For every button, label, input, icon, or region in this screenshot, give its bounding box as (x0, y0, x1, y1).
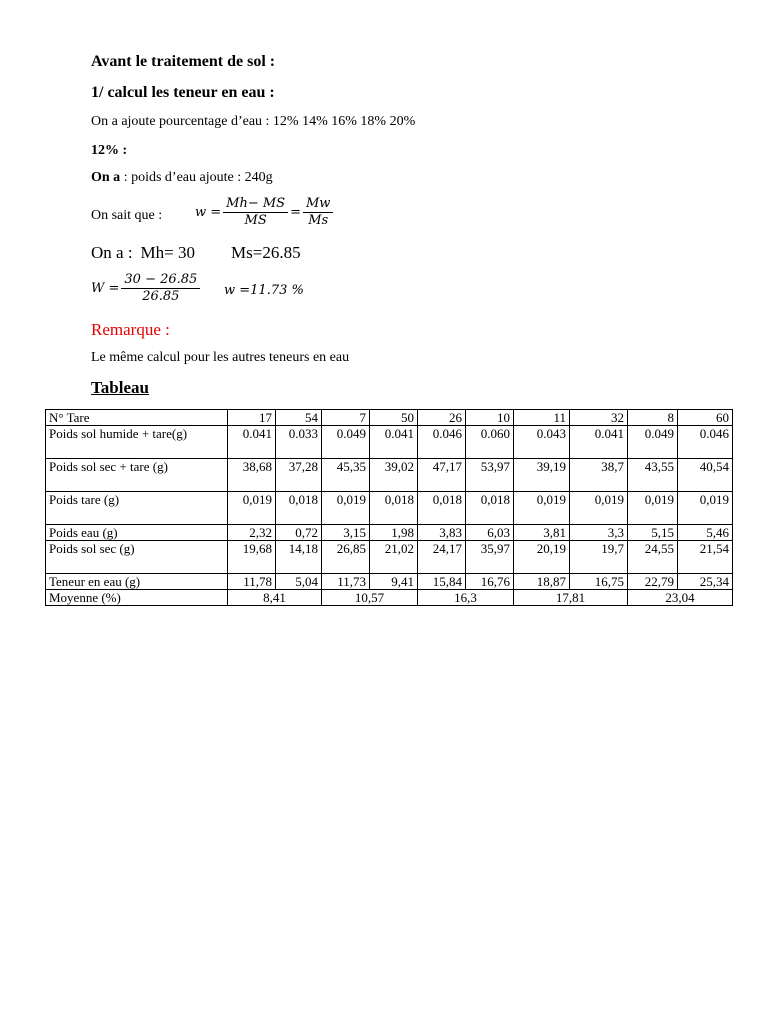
table-cell: 0.046 (678, 426, 733, 459)
row-label: Poids eau (g) (46, 525, 228, 541)
moyenne-cell: 17,81 (514, 590, 628, 606)
table-cell: 11,78 (228, 574, 276, 590)
table-cell: 39,19 (514, 459, 570, 492)
table-row (46, 492, 733, 525)
table-cell: 0.041 (228, 426, 276, 459)
table-cell: 0.049 (628, 426, 678, 459)
table-cell: 16,76 (466, 574, 514, 590)
calc-fraction (121, 272, 200, 305)
water-content-formula (195, 196, 335, 229)
moyenne-cell: 10,57 (322, 590, 418, 606)
calc-numerator: 30 − 26.85 (121, 272, 200, 289)
table-cell: 0,019 (628, 492, 678, 525)
remarque-heading: Remarque : (91, 320, 170, 339)
table-cell: 0.041 (370, 426, 418, 459)
row-label: N° Tare (46, 410, 228, 426)
table-cell: 0.049 (322, 426, 370, 459)
table-cell: 3,3 (570, 525, 628, 541)
water-added-text: : poids d’eau ajoute : 240g (120, 170, 273, 185)
table-cell: 43,55 (628, 459, 678, 492)
table-cell: 39,02 (370, 459, 418, 492)
table-cell: 0,019 (322, 492, 370, 525)
table-cell: 24,17 (418, 541, 466, 574)
formula-equals: = (290, 205, 301, 220)
results-table (45, 409, 733, 606)
table-cell: 0.041 (570, 426, 628, 459)
calculation-formula (91, 272, 202, 305)
formula-denominator-1: MS (244, 213, 267, 228)
table-cell: 0,018 (466, 492, 514, 525)
subsection-heading: 1/ calcul les teneur en eau : (91, 84, 275, 101)
formula-lhs: w = (195, 205, 222, 220)
mh-value: Mh= 30 (140, 243, 195, 262)
calc-lhs: W = (91, 281, 120, 296)
table-cell: 11,73 (322, 574, 370, 590)
table-cell: 1,98 (370, 525, 418, 541)
tare-number-cell: 60 (678, 410, 733, 426)
table-cell: 0,019 (678, 492, 733, 525)
formula-numerator-2: Mw (303, 196, 333, 213)
table-row (46, 459, 733, 492)
table-cell: 0.033 (276, 426, 322, 459)
tare-row (46, 410, 733, 426)
table-cell: 21,02 (370, 541, 418, 574)
table-cell: 0,72 (276, 525, 322, 541)
tare-number-cell: 54 (276, 410, 322, 426)
on-sait-label: On sait que : (91, 208, 163, 223)
values-line (91, 243, 301, 263)
tare-number-cell: 8 (628, 410, 678, 426)
table-cell: 5,04 (276, 574, 322, 590)
table-cell: 40,54 (678, 459, 733, 492)
table-cell: 35,97 (466, 541, 514, 574)
table-cell: 6,03 (466, 525, 514, 541)
row-label: Moyenne (%) (46, 590, 228, 606)
values-prefix: On a : (91, 243, 133, 262)
table-cell: 25,34 (678, 574, 733, 590)
moyenne-row (46, 590, 733, 606)
table-cell: 15,84 (418, 574, 466, 590)
moyenne-cell: 23,04 (628, 590, 733, 606)
ms-value: Ms=26.85 (231, 243, 301, 262)
table-cell: 0,018 (370, 492, 418, 525)
table-cell: 3,81 (514, 525, 570, 541)
row-label: Poids sol sec + tare (g) (46, 459, 228, 492)
row-label: Poids tare (g) (46, 492, 228, 525)
table-cell: 0.060 (466, 426, 514, 459)
row-label: Teneur en eau (g) (46, 574, 228, 590)
row-label: Poids sol humide + tare(g) (46, 426, 228, 459)
water-added-line (91, 170, 273, 186)
table-cell: 38,7 (570, 459, 628, 492)
table-cell: 3,83 (418, 525, 466, 541)
table-cell: 22,79 (628, 574, 678, 590)
remarque-text: Le même calcul pour les autres teneurs en eau (91, 350, 350, 365)
table-cell: 0,019 (514, 492, 570, 525)
formula-fraction-2 (303, 196, 333, 229)
tare-number-cell: 11 (514, 410, 570, 426)
table-cell: 2,32 (228, 525, 276, 541)
table-cell: 21,54 (678, 541, 733, 574)
table-row (46, 525, 733, 541)
percentage-title: 12% : (91, 143, 128, 158)
table-cell: 19,7 (570, 541, 628, 574)
calc-result: w =11.73 % (224, 283, 304, 298)
table-cell: 9,41 (370, 574, 418, 590)
table-cell: 38,68 (228, 459, 276, 492)
tare-number-cell: 7 (322, 410, 370, 426)
table-cell: 45,35 (322, 459, 370, 492)
section-heading: Avant le traitement de sol : (91, 53, 276, 70)
moyenne-cell: 16,3 (418, 590, 514, 606)
table-cell: 14,18 (276, 541, 322, 574)
table-cell: 0,018 (276, 492, 322, 525)
row-label: Poids sol sec (g) (46, 541, 228, 574)
table-cell: 0,019 (570, 492, 628, 525)
formula-fraction-1 (223, 196, 288, 229)
tare-number-cell: 10 (466, 410, 514, 426)
table-row (46, 541, 733, 574)
tare-number-cell: 26 (418, 410, 466, 426)
formula-numerator-1: Mh− MS (223, 196, 288, 213)
table-cell: 16,75 (570, 574, 628, 590)
table-cell: 5,46 (678, 525, 733, 541)
table-cell: 0,019 (228, 492, 276, 525)
table-cell: 37,28 (276, 459, 322, 492)
tare-number-cell: 32 (570, 410, 628, 426)
tare-number-cell: 17 (228, 410, 276, 426)
calc-denominator: 26.85 (142, 289, 180, 304)
table-cell: 26,85 (322, 541, 370, 574)
table-row (46, 574, 733, 590)
table-cell: 0.046 (418, 426, 466, 459)
table-cell: 19,68 (228, 541, 276, 574)
table-cell: 20,19 (514, 541, 570, 574)
tableau-title: Tableau (91, 378, 149, 397)
table-cell: 0,018 (418, 492, 466, 525)
table-cell: 18,87 (514, 574, 570, 590)
formula-denominator-2: Ms (308, 213, 329, 228)
table-cell: 47,17 (418, 459, 466, 492)
intro-text: On a ajoute pourcentage d’eau : 12% 14% 16% 18% 20% (91, 114, 416, 129)
moyenne-cell: 8,41 (228, 590, 322, 606)
on-a-label: On a (91, 170, 121, 185)
table-row (46, 426, 733, 459)
table-cell: 3,15 (322, 525, 370, 541)
table-cell: 53,97 (466, 459, 514, 492)
tare-number-cell: 50 (370, 410, 418, 426)
table-cell: 0.043 (514, 426, 570, 459)
table-cell: 24,55 (628, 541, 678, 574)
table-cell: 5,15 (628, 525, 678, 541)
